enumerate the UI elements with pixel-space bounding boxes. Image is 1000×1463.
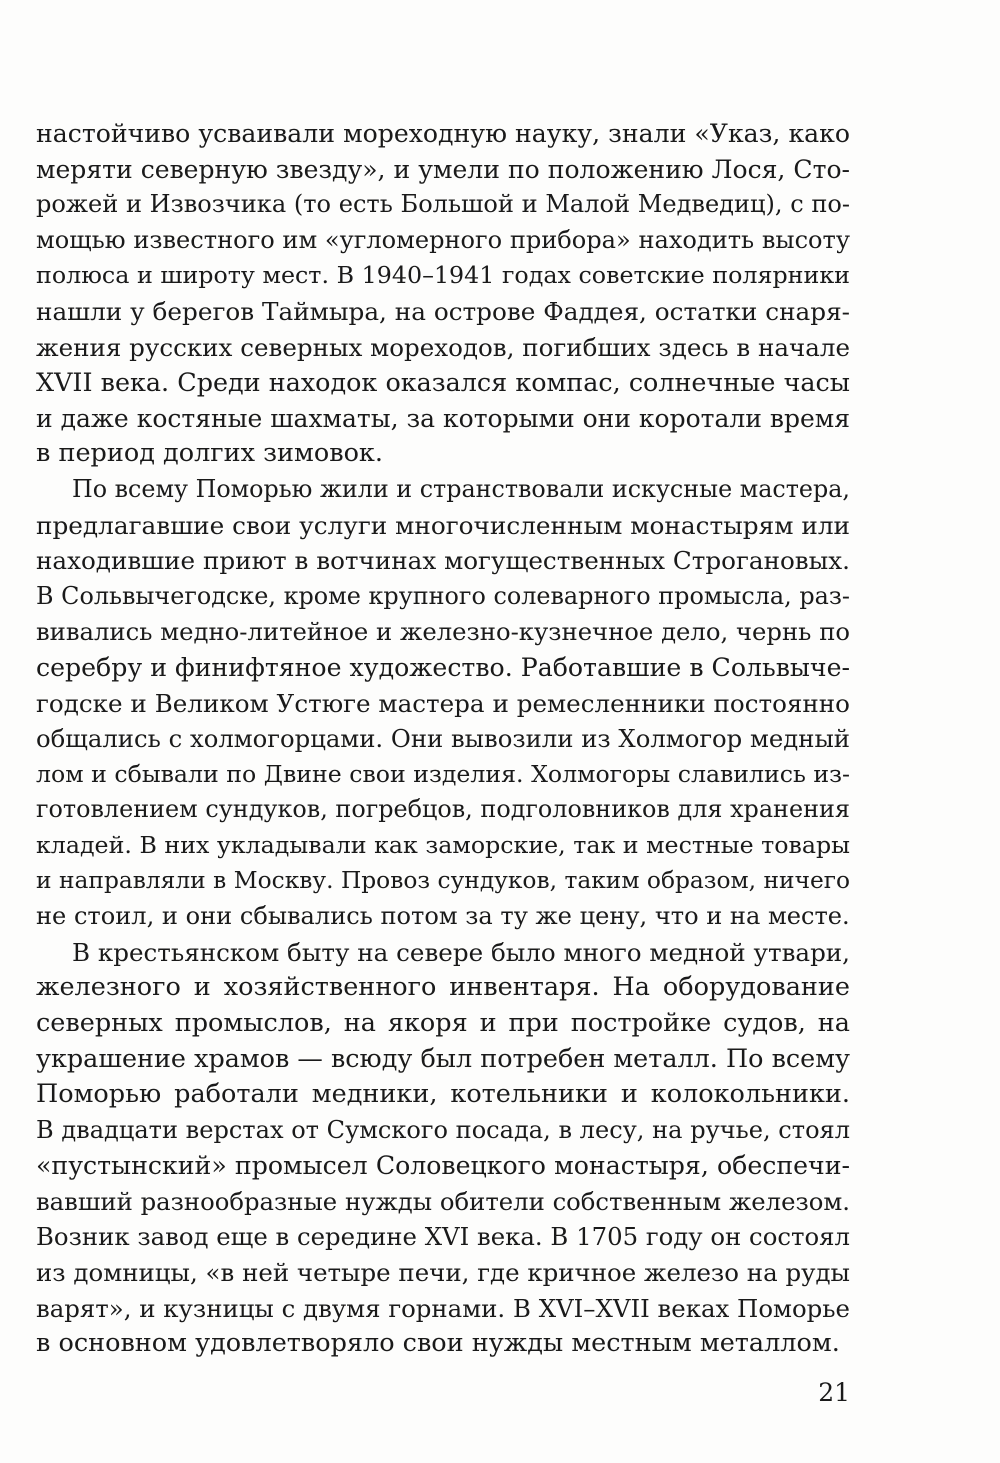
text-line: в основном удовлетворяло свои нужды местным металлом. [36,1328,840,1359]
text-line: находившие приют в вотчинах могущественных Строгановых. [36,546,850,576]
text-line: В двадцати верстах от Сумского посада, в лесу, на ручье, стоял [36,1115,850,1144]
body-text [36,116,850,1362]
text-line: вивались медно-литейное и железно-кузнечное дело, чернь по [36,617,850,647]
text-line: рожей и Извозчика (то есть Большой и Малой Медведиц), с по- [36,190,850,219]
text-line: не стоил, и они сбывались потом за ту же цену, что и на месте. [36,902,850,931]
text-line: вавший разнообразные нужды обители собственным железом. [36,1186,850,1216]
text-line: меряти северную звезду», и умели по положению Лося, Сто- [36,154,850,184]
text-line: и даже костяные шахматы, за которыми они коротали время [36,403,850,433]
text-line: нашли у берегов Таймыра, на острове Фаддея, остатки снаря- [36,296,850,326]
text-line: из домницы, «в ней четыре печи, где кричное железо на руды [36,1258,850,1287]
text-line: Возник завод еще в середине XVI века. В 1705 году он состоял [36,1222,850,1252]
text-line: XVII века. Среди находок оказался компас, солнечные часы [36,367,850,398]
paragraph-3 [36,935,850,1362]
text-line: готовлением сундуков, погребцов, подголовников для хранения [36,795,850,824]
text-line: полюса и широту мест. В 1940–1941 годах советские полярники [36,261,850,290]
text-line: предлагавшие свои услуги многочисленным монастырям или [36,510,850,540]
text-line: В крестьянском быту на севере было много медной утвари, [72,937,850,967]
paragraph-2 [36,472,850,935]
text-line: настойчиво усваивали мореходную науку, знали «Указ, како [36,119,850,148]
text-line: варят», и кузницы с двумя горнами. В XVI–XVII веках Поморье [36,1293,850,1323]
text-line: Поморью работали медники, котельники и колокольники. [36,1079,850,1110]
text-line: мощью известного им «угломерного прибора» находить высоту [36,225,850,254]
text-line: «пустынский» промысел Соловецкого монастыря, обеспечи- [36,1151,850,1181]
text-line: северных промыслов, на якоря и при постройке судов, на [36,1007,850,1038]
text-line: железного и хозяйственного инвентаря. На оборудование [36,972,850,1003]
page-number: 21 [818,1378,850,1407]
text-line: и направляли в Москву. Провоз сундуков, таким образом, ничего [36,867,850,895]
text-line: украшение храмов — всюду был потребен металл. По всему [36,1043,850,1074]
text-line: общались с холмогорцами. Они вывозили из Холмогор медный [36,724,850,754]
paragraph-1 [36,116,850,472]
text-line: жения русских северных мореходов, погибших здесь в начале [36,332,850,362]
text-line: годске и Великом Устюге мастера и ремесленники постоянно [36,688,850,718]
text-line: В Сольвычегодске, кроме крупного солеварного промысла, раз- [36,581,850,610]
text-line: в период долгих зимовок. [36,438,383,469]
text-line: кладей. В них укладывали как заморские, так и местные товары [36,830,850,859]
text-line: серебру и финифтяное художество. Работавшие в Сольвыче- [36,652,850,682]
text-line: лом и сбывали по Двине свои изделия. Холмогоры славились из- [36,759,850,788]
text-line: По всему Поморью жили и странствовали искусные мастера, [72,474,850,503]
